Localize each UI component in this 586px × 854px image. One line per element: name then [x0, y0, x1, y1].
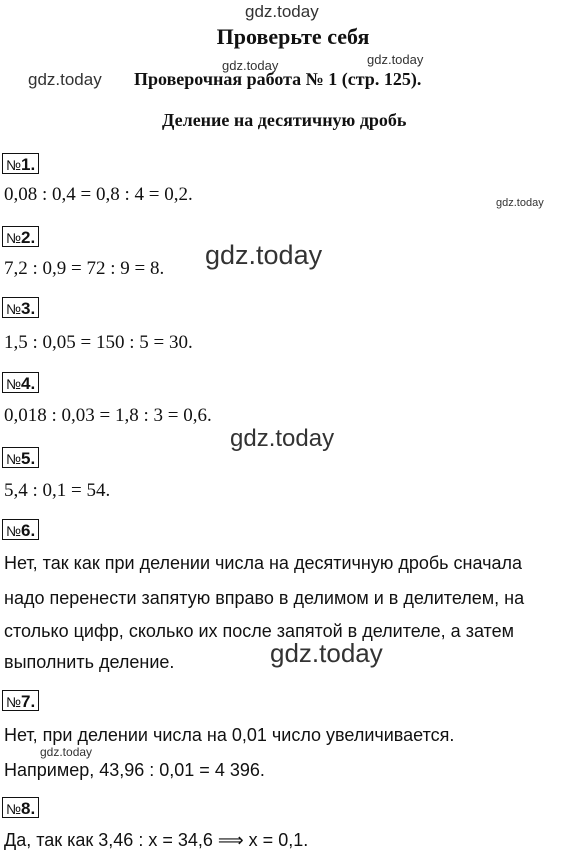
task-6-line-3: столько цифр, сколько их после запятой в делителе, а затем	[4, 621, 514, 641]
task-number: 4.	[21, 374, 36, 393]
watermark-large-2: gdz.today	[230, 425, 335, 452]
number-sign: №	[6, 694, 22, 710]
task-number: 7.	[21, 692, 36, 711]
task-badge-6	[2, 519, 39, 540]
task-number: 1.	[21, 155, 36, 174]
task-3-line-1: 1,5 : 0,05 = 150 : 5 = 30.	[4, 332, 193, 353]
watermark-large-1: gdz.today	[205, 240, 323, 270]
task-4-line-1: 0,018 : 0,03 = 1,8 : 3 = 0,6.	[4, 405, 212, 426]
task-badge-3	[2, 297, 39, 318]
task-6-line-4: выполнить деление.	[4, 652, 175, 672]
task-number: 3.	[21, 299, 36, 318]
task-number: 2.	[21, 228, 36, 247]
number-sign: №	[6, 230, 22, 246]
task-badge-7	[2, 690, 39, 711]
task-number: 6.	[21, 521, 36, 540]
number-sign: №	[6, 801, 22, 817]
task-badge-4	[2, 372, 39, 393]
watermark-right-small: gdz.today	[496, 197, 544, 209]
number-sign: №	[6, 376, 22, 392]
number-sign: №	[6, 451, 22, 467]
watermark-top: gdz.today	[245, 2, 319, 21]
task-5-line-1: 5,4 : 0,1 = 54.	[4, 480, 111, 501]
task-number: 8.	[21, 799, 36, 818]
number-sign: №	[6, 301, 22, 317]
task-7-line-2: Например, 43,96 : 0,01 = 4 396.	[4, 760, 265, 780]
task-6-line-2: надо перенести запятую вправо в делимом и в делителем, на	[4, 588, 525, 608]
task-1-line-1: 0,08 : 0,4 = 0,8 : 4 = 0,2.	[4, 184, 193, 205]
watermark-heading: gdz.today	[222, 58, 279, 73]
watermark-small-7: gdz.today	[40, 745, 93, 759]
task-badge-2	[2, 226, 39, 247]
worksheet-title: Проверочная работа № 1 (стр. 125).	[134, 69, 422, 89]
task-badge-5	[2, 447, 39, 468]
watermark-subheading-right: gdz.today	[367, 52, 424, 67]
task-badge-1	[2, 153, 39, 174]
number-sign: №	[6, 523, 22, 539]
task-8-line-1: Да, так как 3,46 : x = 34,6 ⟹ x = 0,1.	[4, 830, 309, 850]
topic-title: Деление на десятичную дробь	[162, 110, 407, 130]
page-title: Проверьте себя	[216, 24, 370, 49]
task-6-line-1: Нет, так как при делении числа на десятичную дробь сначала	[4, 553, 522, 573]
task-number: 5.	[21, 449, 36, 468]
task-7-line-1: Нет, при делении числа на 0,01 число увеличивается.	[4, 725, 455, 745]
watermark-large-3: gdz.today	[270, 638, 383, 668]
watermark-left: gdz.today	[28, 70, 102, 89]
task-badge-8	[2, 797, 39, 818]
number-sign: №	[6, 157, 22, 173]
task-2-line-1: 7,2 : 0,9 = 72 : 9 = 8.	[4, 258, 165, 279]
